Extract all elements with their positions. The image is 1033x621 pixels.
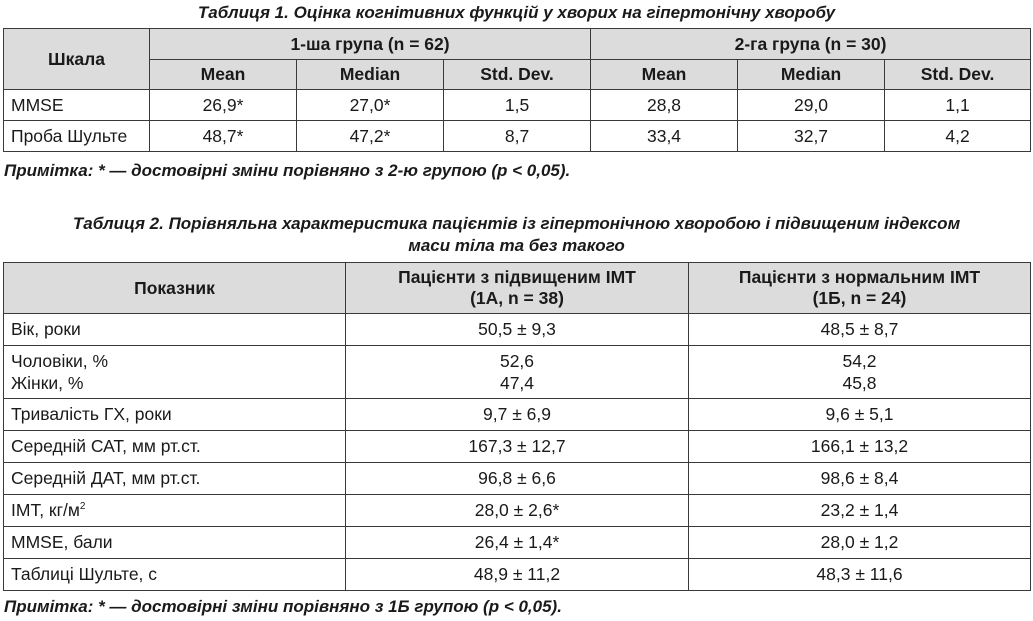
row-label-text: ІМТ, кг/м [11,500,80,520]
table-cell: 98,6 ± 8,4 [689,463,1031,495]
cell-value-men: 54,2 [842,351,877,371]
table-row [4,90,1031,121]
table-cell: 48,9 ± 11,2 [346,559,689,591]
row-label: MMSE, бали [4,527,346,559]
table-row [4,463,1031,495]
cell-value-women: 47,4 [499,373,535,393]
table-cell: 167,3 ± 12,7 [346,431,689,463]
table-row [4,559,1031,591]
table-row [4,527,1031,559]
table-cell: 29,0 [738,90,885,121]
table1-subheader: Mean [150,60,297,90]
table-cell: 1,1 [885,90,1031,121]
row-label-women: Жінки, % [11,373,84,393]
row-label: Вік, роки [4,314,346,346]
table-cell [689,346,1031,399]
table-cell: 9,6 ± 5,1 [689,399,1031,431]
table1-header-scale: Шкала [4,29,150,90]
table-cell [346,346,689,399]
row-label: MMSE [4,90,150,121]
row-label: Проба Шульте [4,121,150,152]
row-label: Середній ДАТ, мм рт.ст. [4,463,346,495]
table-cell: 50,5 ± 9,3 [346,314,689,346]
table1-subheader: Mean [591,60,738,90]
row-label-men: Чоловіки, % [11,351,109,371]
table-cell: 96,8 ± 6,6 [346,463,689,495]
table1-subheader: Median [297,60,444,90]
table-cell: 33,4 [591,121,738,152]
table-row [4,495,1031,527]
table2 [3,262,1031,591]
table-cell: 26,4 ± 1,4* [346,527,689,559]
table-cell: 8,7 [444,121,591,152]
table-cell: 9,7 ± 6,9 [346,399,689,431]
row-label: Тривалість ГХ, роки [4,399,346,431]
table-cell: 166,1 ± 13,2 [689,431,1031,463]
header-line: (1Б, n = 24) [812,288,907,308]
header-line: Пацієнти з підвищеним ІМТ [398,267,636,287]
table-row [4,431,1031,463]
header-line: (1А, n = 38) [470,288,564,308]
table2-header-group1 [346,263,689,314]
table-cell: 48,3 ± 11,6 [689,559,1031,591]
table-row [4,399,1031,431]
table2-caption-line2: маси тіла та без такого [408,236,625,255]
table1-note: Примітка: * — достовірні зміни порівняно з 2-ю групою (p < 0,05). [4,161,571,180]
table-cell: 28,0 ± 1,2 [689,527,1031,559]
header-line: Пацієнти з нормальним ІМТ [738,267,981,287]
superscript: 2 [79,501,86,512]
table-cell: 26,9* [150,90,297,121]
table-row [4,314,1031,346]
table1-subheader: Median [738,60,885,90]
row-label: Таблиці Шульте, с [4,559,346,591]
table1-subheader: Std. Dev. [885,60,1031,90]
row-label: Середній САТ, мм рт.ст. [4,431,346,463]
table-cell: 1,5 [444,90,591,121]
table-cell: 47,2* [297,121,444,152]
table-cell: 48,5 ± 8,7 [689,314,1031,346]
table1-subheader: Std. Dev. [444,60,591,90]
table1 [3,28,1031,152]
table-cell: 27,0* [297,90,444,121]
table-cell: 28,0 ± 2,6* [346,495,689,527]
table2-header-group2 [689,263,1031,314]
row-label [4,495,346,527]
table-row [4,121,1031,152]
table-cell: 28,8 [591,90,738,121]
cell-value-men: 52,6 [499,351,535,371]
table-cell: 4,2 [885,121,1031,152]
table2-caption-line1: Таблиця 2. Порівняльна характеристика пацієнтів із гіпертонічною хворобою і підвищеним індексом [72,214,961,233]
row-label [4,346,346,399]
table-cell: 48,7* [150,121,297,152]
table1-header-group2: 2-га група (n = 30) [591,29,1031,60]
table2-note: Примітка: * — достовірні зміни порівняно з 1Б групою (p < 0,05). [4,597,562,616]
table2-header-indicator: Показник [4,263,346,314]
table1-caption: Таблиця 1. Оцінка когнітивних функцій у хворих на гіпертонічну хворобу [197,3,836,22]
table-cell: 32,7 [738,121,885,152]
cell-value-women: 45,8 [842,373,877,393]
table1-header-group1: 1-ша група (n = 62) [150,29,591,60]
table-row [4,346,1031,399]
table-cell: 23,2 ± 1,4 [689,495,1031,527]
